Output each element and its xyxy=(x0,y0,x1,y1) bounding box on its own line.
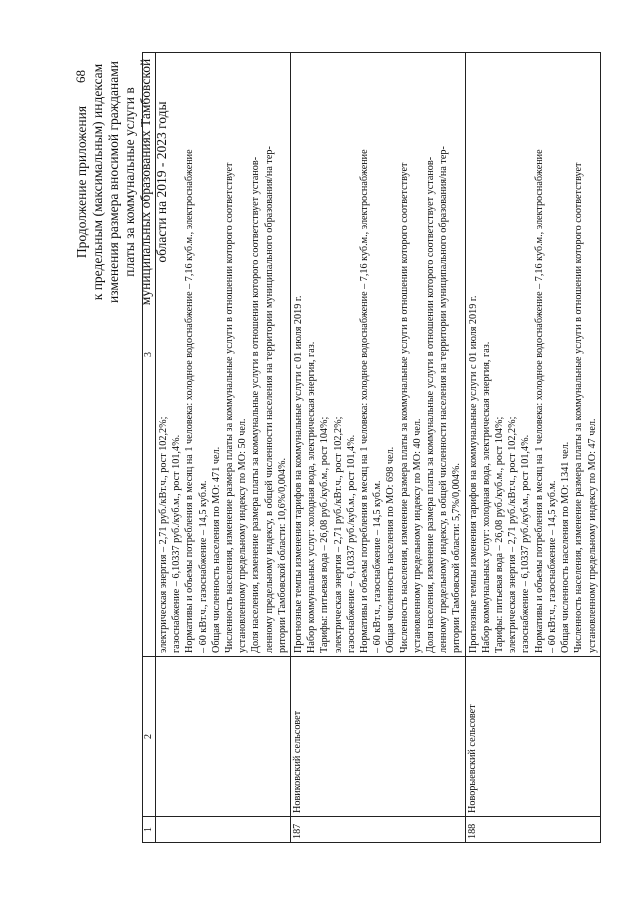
detail-line: газоснабжение – 6,10337 руб./куб.м., рост 101,4%. xyxy=(171,434,183,653)
row-number: 187 xyxy=(291,817,466,843)
detail-line: ленному предельному индексу, в общей численности населения на территории муниципального образования/на тер- xyxy=(263,146,275,653)
header-line: муниципальных образованиях Тамбовской xyxy=(138,58,153,306)
table-row xyxy=(156,53,291,843)
municipality-name xyxy=(156,657,291,817)
detail-line: Численность населения, изменение размера платы за коммунальные услуги в отношении которого соответствует xyxy=(398,162,410,653)
header-line: области на 2019 - 2023 годы xyxy=(154,101,169,263)
header-line: к предельным (максимальным) индексам xyxy=(90,63,105,301)
detail-line: ритории Тамбовской области: 10,6%/0,004%. xyxy=(276,457,288,653)
detail-line: газоснабжение – 6,10337 руб./куб.м., рост 101,4%. xyxy=(345,434,357,653)
row-number: 188 xyxy=(465,817,600,843)
detail-line: установленному предельному индексу по МО: 50 чел. xyxy=(237,418,249,653)
column-number: 2 xyxy=(143,657,156,817)
detail-line: газоснабжение – 6,10337 руб./куб.м., рост 101,4%. xyxy=(520,434,532,653)
detail-line: Доля населения, изменение размера платы за коммунальные услуги в отношении которого соответствует установ- xyxy=(425,156,437,653)
row-number xyxy=(156,817,291,843)
detail-line: Численность населения, изменение размера платы за коммунальные услуги в отношении которого соответствует xyxy=(224,162,236,653)
indices-table xyxy=(142,52,601,843)
detail-line: Общая численность населения по МО: 1341 чел. xyxy=(560,441,572,653)
detail-line: Общая численность населения по МО: 698 чел. xyxy=(385,446,397,653)
detail-line: Численность населения, изменение размера платы за коммунальные услуги в отношении которого соответствует xyxy=(573,162,585,653)
detail-line: – 60 кВт.ч., газоснабжение – 14,5 куб.м. xyxy=(197,480,209,653)
detail-line: Нормативы и объемы потребления в месяц на 1 человека: холодное водоснабжение – 7,16 куб.м., электроснабжение xyxy=(184,149,196,653)
detail-line: Набор коммунальных услуг: холодная вода, электрическая энергия, газ. xyxy=(480,341,492,653)
detail-line: электрическая энергия – 2,71 руб./кВт.ч., рост 102,2%; xyxy=(158,416,169,653)
detail-line: Нормативы и объемы потребления в месяц на 1 человека: холодное водоснабжение – 7,16 куб.м., электроснабжение xyxy=(359,149,371,653)
detail-line: Общая численность населения по МО: 471 чел. xyxy=(210,446,222,653)
detail-line: Доля населения, изменение размера платы за коммунальные услуги в отношении которого соответствует установ- xyxy=(250,156,262,653)
row-details xyxy=(465,53,600,657)
detail-line: ритории Тамбовской области: 5,7%/0,004%. xyxy=(451,463,463,653)
detail-line: – 60 кВт.ч., газоснабжение – 14,5 куб.м. xyxy=(372,480,384,653)
detail-line: Тарифы: питьевая вода – 26,08 руб./куб.м., рост 104%; xyxy=(494,416,506,653)
detail-line: Нормативы и объемы потребления в месяц на 1 человека: холодное водоснабжение – 7,16 куб.м., электроснабжение xyxy=(533,149,545,653)
header-line: изменения размера вносимой гражданами xyxy=(106,61,121,303)
page-number: 68 xyxy=(73,70,88,83)
detail-line: ленному предельному индексу, в общей численности населения на территории муниципального образования/на тер- xyxy=(438,146,450,653)
municipality-name: Новорыевский сельсовет xyxy=(465,657,600,817)
detail-line: Тарифы: питьевая вода – 26,08 руб./куб.м., рост 104%; xyxy=(319,416,331,653)
detail-line: Набор коммунальных услуг: холодная вода, электрическая энергия, газ. xyxy=(306,341,318,653)
table-row xyxy=(465,53,600,843)
header-line: платы за коммунальные услуги в xyxy=(122,87,137,277)
row-details xyxy=(291,53,466,657)
detail-line: – 60 кВт.ч., газоснабжение – 14,5 куб.м. xyxy=(546,480,558,653)
table-row xyxy=(291,53,466,843)
header-line: Продолжение приложения xyxy=(74,105,89,259)
municipality-name: Новиковский сельсовет xyxy=(291,657,466,817)
detail-line: электрическая энергия – 2,71 руб./кВт.ч., рост 102,2%; xyxy=(507,416,519,653)
detail-line: Прогнозные темпы изменения тарифов на коммунальные услуги с 01 июля 2019 г. xyxy=(467,295,479,653)
detail-line: Прогнозные темпы изменения тарифов на коммунальные услуги с 01 июля 2019 г. xyxy=(293,295,305,653)
column-number: 3 xyxy=(143,53,156,657)
column-number: 1 xyxy=(143,817,156,843)
detail-line: установленному предельному индексу по МО: 40 чел. xyxy=(411,418,423,653)
detail-line: установленному предельному индексу по МО: 47 чел. xyxy=(586,418,598,653)
detail-line: электрическая энергия – 2,71 руб./кВт.ч., рост 102,2%; xyxy=(332,416,344,653)
row-details xyxy=(156,53,291,657)
column-number-row xyxy=(143,53,156,843)
